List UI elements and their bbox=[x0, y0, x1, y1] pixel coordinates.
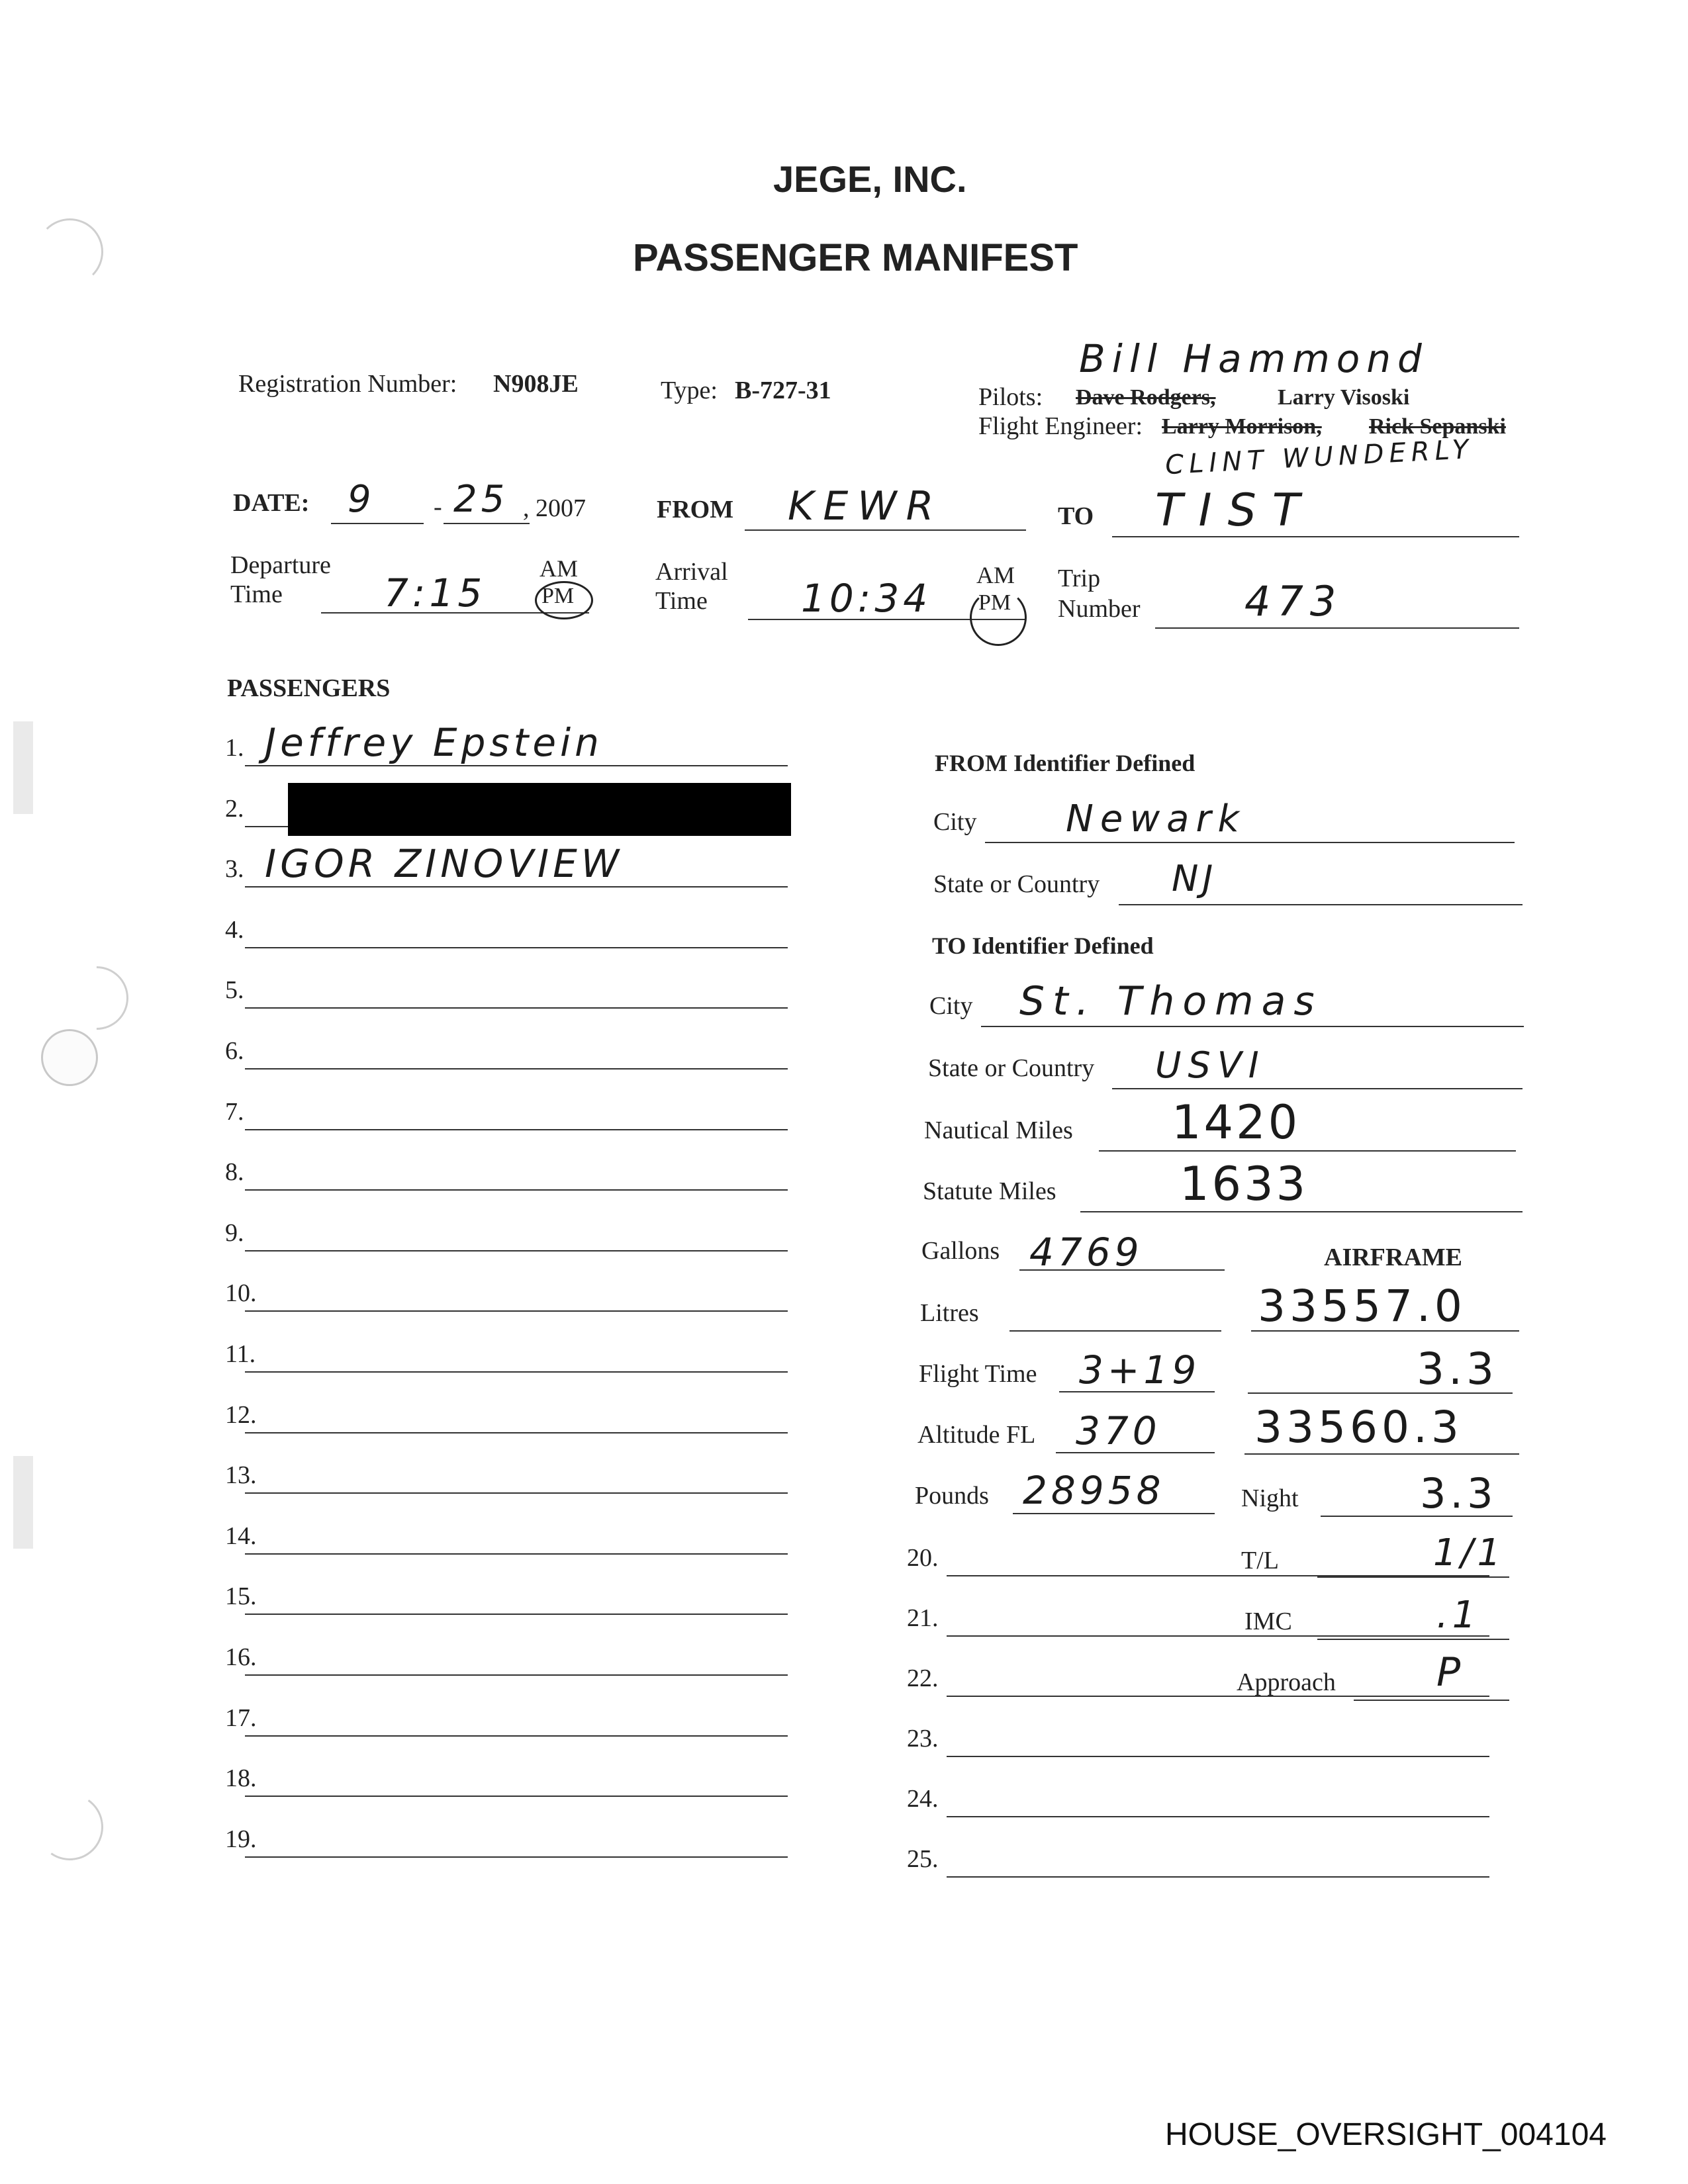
row-line bbox=[245, 1856, 788, 1858]
gallons-label: Gallons bbox=[921, 1237, 1000, 1265]
departure-value: 7:15 bbox=[384, 570, 487, 615]
row-number: 4. bbox=[225, 915, 244, 944]
redaction-box bbox=[288, 783, 791, 836]
row-number: 15. bbox=[225, 1582, 257, 1611]
to-state-line bbox=[1112, 1088, 1523, 1089]
row-line bbox=[947, 1816, 1489, 1817]
row-line bbox=[245, 1189, 788, 1191]
row-line bbox=[245, 1250, 788, 1251]
flight-time-value: 3+19 bbox=[1079, 1347, 1201, 1392]
row-number: 22. bbox=[907, 1664, 939, 1692]
departure-am: AM bbox=[539, 555, 579, 582]
from-value: KEWR bbox=[788, 483, 943, 529]
to-state-label: State or Country bbox=[928, 1054, 1095, 1082]
flight-engineer-struck-1: Larry Morrison, bbox=[1162, 414, 1322, 439]
flight-engineer-handwritten: CLINT WUNDERLY bbox=[1164, 433, 1475, 481]
passenger-name: IGOR ZINOVIEW bbox=[265, 841, 624, 887]
row-number: 5. bbox=[225, 976, 244, 1005]
row-line bbox=[947, 1696, 1489, 1697]
row-line bbox=[245, 1371, 788, 1373]
row-line bbox=[245, 947, 788, 948]
airframe-value-2: 3.3 bbox=[1417, 1343, 1498, 1394]
row-line bbox=[245, 1492, 788, 1494]
row-number: 10. bbox=[225, 1279, 257, 1308]
row-line bbox=[245, 1068, 788, 1069]
arrival-pm: PM bbox=[978, 590, 1011, 615]
page-title: PASSENGER MANIFEST bbox=[633, 236, 1078, 279]
from-city-label: City bbox=[933, 808, 977, 836]
pilot-handwritten: Bill Hammond bbox=[1079, 336, 1429, 381]
pounds-value: 28958 bbox=[1023, 1468, 1165, 1513]
bates-number: HOUSE_OVERSIGHT_004104 bbox=[1165, 2117, 1607, 2152]
row-line bbox=[245, 765, 788, 766]
flight-engineer-label: Flight Engineer: bbox=[978, 412, 1143, 440]
from-label: FROM bbox=[657, 496, 734, 523]
arrival-value: 10:34 bbox=[801, 576, 932, 621]
scan-speck bbox=[13, 1456, 33, 1549]
trip-value: 473 bbox=[1244, 577, 1343, 625]
row-number: 14. bbox=[225, 1522, 257, 1550]
arrival-label-1: Arrival bbox=[655, 558, 728, 586]
passengers-heading: PASSENGERS bbox=[227, 674, 391, 702]
row-number: 19. bbox=[225, 1825, 257, 1853]
row-number: 23. bbox=[907, 1725, 939, 1752]
departure-pm-circle bbox=[535, 581, 593, 619]
row-number: 11. bbox=[225, 1340, 256, 1368]
row-line bbox=[947, 1756, 1489, 1757]
date-month: 9 bbox=[348, 478, 375, 521]
date-day: 25 bbox=[453, 478, 509, 521]
row-line bbox=[947, 1635, 1489, 1637]
from-state-value: NJ bbox=[1172, 858, 1217, 899]
row-line bbox=[245, 1614, 788, 1615]
arrival-label-2: Time bbox=[655, 587, 708, 615]
to-state-value: USVI bbox=[1155, 1044, 1266, 1086]
approach-line bbox=[1354, 1700, 1509, 1701]
date-label: DATE: bbox=[233, 489, 310, 517]
row-number: 17. bbox=[225, 1704, 257, 1732]
date-separator: - bbox=[434, 493, 442, 521]
passenger-name: Jeffrey Epstein bbox=[265, 720, 603, 765]
to-city-line bbox=[981, 1026, 1524, 1027]
statute-miles-line bbox=[1080, 1211, 1523, 1212]
tl-value: 1/1 bbox=[1433, 1531, 1505, 1574]
airframe-value-1: 33557.0 bbox=[1258, 1281, 1466, 1332]
registration-value: N908JE bbox=[493, 370, 579, 398]
row-number: 24. bbox=[907, 1785, 939, 1813]
altitude-value: 370 bbox=[1076, 1408, 1161, 1453]
litres-line bbox=[1009, 1330, 1221, 1332]
binder-hole-top bbox=[36, 218, 103, 285]
pilot-2: Larry Visoski bbox=[1278, 385, 1410, 410]
row-number: 21. bbox=[907, 1604, 939, 1632]
arrival-am: AM bbox=[976, 562, 1015, 588]
type-label: Type: bbox=[661, 377, 718, 404]
departure-pm: PM bbox=[541, 584, 575, 608]
from-line bbox=[745, 529, 1026, 531]
row-line bbox=[245, 1310, 788, 1312]
row-number: 18. bbox=[225, 1764, 257, 1793]
litres-label: Litres bbox=[920, 1299, 979, 1327]
flight-engineer-struck-2: Rick Sepanski bbox=[1369, 414, 1506, 439]
row-line bbox=[245, 1674, 788, 1676]
row-line bbox=[245, 1796, 788, 1797]
binder-hole-bottom bbox=[31, 1788, 109, 1866]
row-number: 13. bbox=[225, 1461, 257, 1490]
night-label: Night bbox=[1241, 1484, 1299, 1512]
date-day-line bbox=[444, 523, 530, 524]
trip-label-1: Trip bbox=[1058, 565, 1101, 592]
row-number: 20. bbox=[907, 1544, 939, 1572]
trip-line bbox=[1155, 627, 1519, 629]
pounds-label: Pounds bbox=[915, 1482, 989, 1510]
pilots-label: Pilots: bbox=[978, 383, 1043, 411]
gallons-value: 4769 bbox=[1029, 1230, 1143, 1275]
trip-label-2: Number bbox=[1058, 595, 1141, 623]
from-city-line bbox=[985, 842, 1515, 843]
approach-label: Approach bbox=[1237, 1668, 1336, 1696]
airframe-value-3: 33560.3 bbox=[1254, 1402, 1463, 1453]
scan-speck bbox=[13, 721, 33, 814]
row-line bbox=[245, 1432, 788, 1433]
pounds-line bbox=[1013, 1513, 1215, 1514]
departure-label-2: Time bbox=[230, 580, 283, 608]
approach-value: P bbox=[1436, 1649, 1465, 1696]
row-line bbox=[245, 1129, 788, 1130]
tl-label: T/L bbox=[1241, 1547, 1279, 1574]
arrival-pm-circle bbox=[970, 589, 1027, 646]
binder-hole-middle bbox=[41, 1029, 98, 1086]
row-number: 6. bbox=[225, 1037, 244, 1065]
nautical-miles-line bbox=[1099, 1150, 1516, 1152]
to-city-label: City bbox=[929, 992, 973, 1020]
row-number: 8. bbox=[225, 1158, 244, 1187]
to-label: TO bbox=[1058, 502, 1094, 530]
row-number: 2. bbox=[225, 794, 244, 823]
nautical-miles-label: Nautical Miles bbox=[924, 1116, 1073, 1144]
row-number: 9. bbox=[225, 1218, 244, 1247]
from-state-line bbox=[1119, 904, 1523, 905]
imc-line bbox=[1317, 1639, 1509, 1640]
airframe-heading: AIRFRAME bbox=[1324, 1244, 1462, 1271]
row-line bbox=[245, 1735, 788, 1737]
altitude-label: Altitude FL bbox=[917, 1421, 1036, 1449]
row-line bbox=[245, 886, 788, 887]
date-month-line bbox=[331, 523, 424, 524]
pilot-struck: Dave Rodgers, bbox=[1076, 385, 1216, 410]
from-city-value: Newark bbox=[1066, 797, 1246, 841]
statute-miles-label: Statute Miles bbox=[923, 1177, 1056, 1205]
row-number: 25. bbox=[907, 1845, 939, 1873]
row-number: 16. bbox=[225, 1643, 257, 1671]
nautical-miles-value: 1420 bbox=[1172, 1095, 1301, 1150]
tl-line bbox=[1317, 1576, 1509, 1578]
row-number: 1. bbox=[225, 734, 244, 762]
from-state-label: State or Country bbox=[933, 870, 1100, 898]
imc-value: .1 bbox=[1436, 1594, 1480, 1637]
departure-label-1: Departure bbox=[230, 551, 331, 579]
row-line bbox=[245, 1553, 788, 1555]
to-city-value: St. Thomas bbox=[1019, 978, 1323, 1024]
from-identifier-heading: FROM Identifier Defined bbox=[935, 750, 1196, 776]
row-number: 3. bbox=[225, 855, 244, 884]
row-number: 7. bbox=[225, 1097, 244, 1126]
registration-label: Registration Number: bbox=[238, 370, 457, 398]
to-identifier-heading: TO Identifier Defined bbox=[932, 933, 1154, 959]
to-value: TIST bbox=[1155, 484, 1316, 537]
statute-miles-value: 1633 bbox=[1180, 1157, 1309, 1211]
row-number: 12. bbox=[225, 1400, 257, 1429]
company-name: JEGE, INC. bbox=[773, 158, 967, 200]
type-value: B-727-31 bbox=[735, 377, 831, 404]
row-line bbox=[245, 1007, 788, 1009]
airframe-value-3-line bbox=[1244, 1453, 1519, 1455]
date-year: , 2007 bbox=[523, 494, 586, 522]
flight-time-label: Flight Time bbox=[919, 1360, 1037, 1388]
imc-label: IMC bbox=[1244, 1608, 1292, 1635]
night-value: 3.3 bbox=[1420, 1469, 1497, 1518]
row-line bbox=[947, 1876, 1489, 1878]
